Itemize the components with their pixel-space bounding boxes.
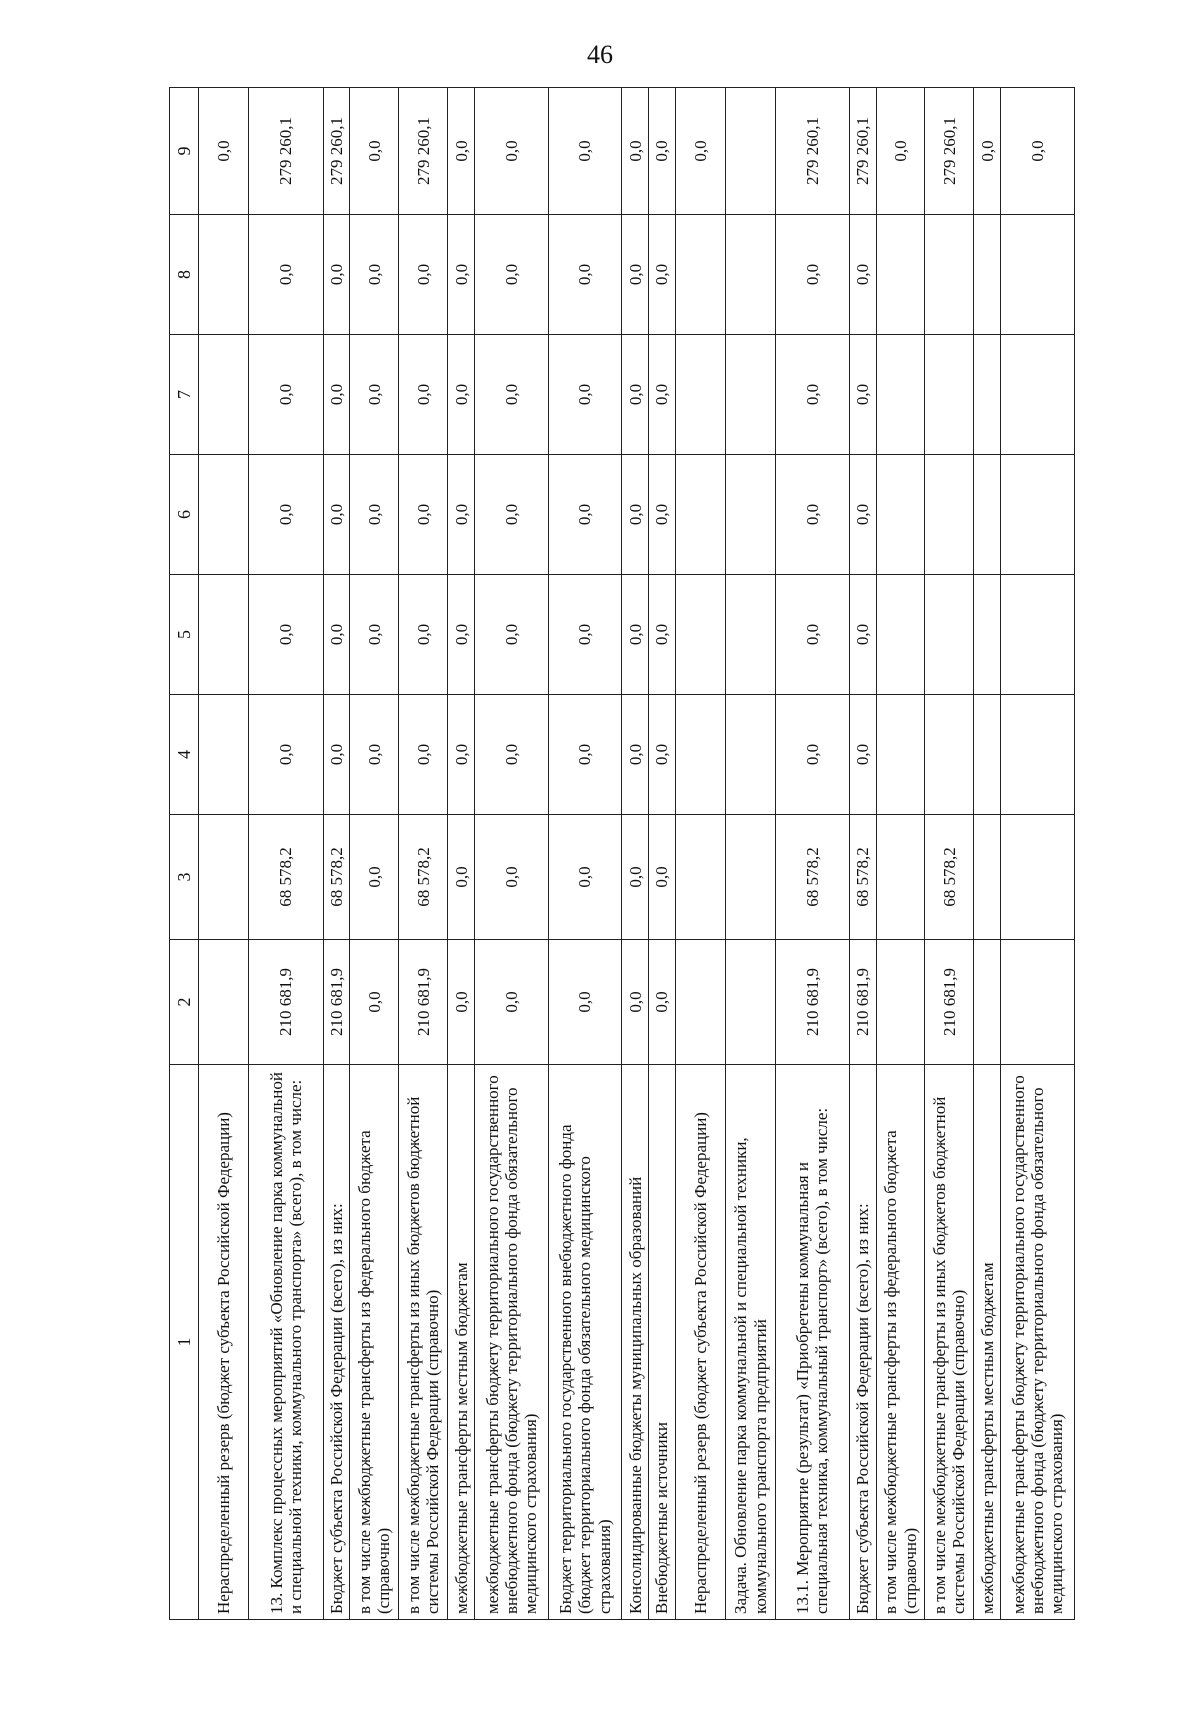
- cell-value: 0,0: [548, 815, 621, 940]
- cell-value: [974, 335, 1001, 455]
- cell-value: 0,0: [475, 455, 548, 575]
- cell-value: [726, 695, 776, 815]
- row-label: в том числе межбюджетные трансферты из федерального бюджета (справочно): [876, 1065, 925, 1620]
- cell-value: 0,0: [399, 215, 448, 335]
- row-label: Задача. Обновление парка коммунальной и специальной техники, коммунального транспорта предприятий: [726, 1065, 776, 1620]
- row-label: Внебюджетные источники: [649, 1065, 676, 1620]
- table-row: [726, 88, 776, 1620]
- table-row: [676, 88, 726, 1620]
- cell-value: [974, 695, 1001, 815]
- cell-value: 0,0: [448, 815, 475, 940]
- cell-value: [726, 815, 776, 940]
- cell-value: [198, 215, 248, 335]
- cell-value: 0,0: [475, 335, 548, 455]
- cell-value: [876, 455, 925, 575]
- table-row: [974, 88, 1001, 1620]
- cell-value: [726, 88, 776, 215]
- cell-value: 0,0: [448, 695, 475, 815]
- cell-value: [925, 335, 974, 455]
- row-label: Консолидированные бюджеты муниципальных образований: [622, 1065, 649, 1620]
- cell-value: 0,0: [448, 335, 475, 455]
- cell-value: 0,0: [475, 940, 548, 1065]
- cell-value: 0,0: [198, 88, 248, 215]
- cell-value: [676, 575, 726, 695]
- cell-value: 0,0: [249, 455, 324, 575]
- column-header: 5: [170, 575, 199, 695]
- cell-value: [1001, 940, 1075, 1065]
- cell-value: [676, 940, 726, 1065]
- cell-value: 0,0: [649, 940, 676, 1065]
- cell-value: 0,0: [475, 575, 548, 695]
- row-label: 13. Комплекс процессных мероприятий «Обновление парка коммунальной и специальной техники, коммунального транспорта» (всего), в том числе:: [249, 1065, 324, 1620]
- cell-value: 0,0: [323, 215, 350, 335]
- cell-value: 279 260,1: [849, 88, 876, 215]
- row-label: в том числе межбюджетные трансферты из федерального бюджета (справочно): [350, 1065, 399, 1620]
- cell-value: [676, 455, 726, 575]
- cell-value: [676, 215, 726, 335]
- cell-value: 0,0: [548, 455, 621, 575]
- row-label: в том числе межбюджетные трансферты из иных бюджетов бюджетной системы Российской Федерации (справочно): [399, 1065, 448, 1620]
- table-row: [399, 88, 448, 1620]
- cell-value: [876, 215, 925, 335]
- cell-value: 210 681,9: [323, 940, 350, 1065]
- cell-value: 0,0: [1001, 88, 1075, 215]
- cell-value: 0,0: [622, 940, 649, 1065]
- cell-value: 0,0: [475, 215, 548, 335]
- cell-value: 0,0: [649, 815, 676, 940]
- row-label: Бюджет субъекта Российской Федерации (всего), из них:: [849, 1065, 876, 1620]
- cell-value: 0,0: [323, 335, 350, 455]
- table-row: [198, 88, 248, 1620]
- cell-value: 0,0: [448, 88, 475, 215]
- column-header: 1: [170, 1065, 199, 1620]
- cell-value: [1001, 815, 1075, 940]
- row-label: Бюджет территориального государственного внебюджетного фонда (бюджет территориального фонда обязательного медицинского страхования): [548, 1065, 621, 1620]
- cell-value: 0,0: [548, 215, 621, 335]
- cell-value: 0,0: [622, 575, 649, 695]
- cell-value: 0,0: [776, 695, 849, 815]
- cell-value: [1001, 215, 1075, 335]
- cell-value: 0,0: [548, 695, 621, 815]
- cell-value: 0,0: [475, 695, 548, 815]
- cell-value: 0,0: [475, 815, 548, 940]
- cell-value: 279 260,1: [925, 88, 974, 215]
- cell-value: [876, 575, 925, 695]
- table-row: [925, 88, 974, 1620]
- cell-value: 0,0: [548, 335, 621, 455]
- cell-value: [726, 575, 776, 695]
- row-label: Нераспределенный резерв (бюджет субъекта Российской Федерации): [676, 1065, 726, 1620]
- cell-value: [198, 455, 248, 575]
- cell-value: 279 260,1: [249, 88, 324, 215]
- cell-value: 0,0: [776, 455, 849, 575]
- cell-value: 0,0: [849, 215, 876, 335]
- cell-value: 0,0: [776, 335, 849, 455]
- cell-value: 0,0: [776, 575, 849, 695]
- cell-value: 0,0: [350, 575, 399, 695]
- cell-value: 0,0: [350, 215, 399, 335]
- column-header: 4: [170, 695, 199, 815]
- cell-value: 0,0: [399, 455, 448, 575]
- cell-value: 0,0: [350, 88, 399, 215]
- cell-value: 0,0: [622, 695, 649, 815]
- column-header: 7: [170, 335, 199, 455]
- cell-value: 210 681,9: [399, 940, 448, 1065]
- cell-value: 0,0: [350, 940, 399, 1065]
- cell-value: 0,0: [548, 940, 621, 1065]
- table-row: [350, 88, 399, 1620]
- cell-value: 279 260,1: [323, 88, 350, 215]
- table-row: [323, 88, 350, 1620]
- cell-value: 0,0: [448, 940, 475, 1065]
- cell-value: 0,0: [249, 695, 324, 815]
- table-row: [649, 88, 676, 1620]
- row-label: в том числе межбюджетные трансферты из иных бюджетов бюджетной системы Российской Федерации (справочно): [925, 1065, 974, 1620]
- cell-value: 0,0: [849, 335, 876, 455]
- table-row: [1001, 88, 1075, 1620]
- cell-value: 0,0: [548, 88, 621, 215]
- cell-value: 0,0: [448, 575, 475, 695]
- cell-value: 0,0: [649, 695, 676, 815]
- cell-value: 0,0: [323, 455, 350, 575]
- row-label: межбюджетные трансферты местным бюджетам: [974, 1065, 1001, 1620]
- budget-table-rotated: [169, 88, 1075, 1620]
- cell-value: 68 578,2: [249, 815, 324, 940]
- cell-value: 210 681,9: [776, 940, 849, 1065]
- cell-value: [726, 455, 776, 575]
- cell-value: [974, 940, 1001, 1065]
- row-label: Нераспределенный резерв (бюджет субъекта Российской Федерации): [198, 1065, 248, 1620]
- cell-value: 210 681,9: [849, 940, 876, 1065]
- cell-value: 0,0: [649, 575, 676, 695]
- cell-value: 68 578,2: [399, 815, 448, 940]
- cell-value: 0,0: [249, 215, 324, 335]
- cell-value: [676, 335, 726, 455]
- cell-value: [726, 335, 776, 455]
- cell-value: [974, 815, 1001, 940]
- cell-value: [876, 695, 925, 815]
- cell-value: 0,0: [323, 695, 350, 815]
- row-label: межбюджетные трансферты местным бюджетам: [448, 1065, 475, 1620]
- cell-value: [974, 455, 1001, 575]
- cell-value: 0,0: [849, 455, 876, 575]
- cell-value: [676, 695, 726, 815]
- cell-value: [198, 335, 248, 455]
- cell-value: [974, 575, 1001, 695]
- cell-value: 0,0: [448, 215, 475, 335]
- table-row: [849, 88, 876, 1620]
- table-row: [548, 88, 621, 1620]
- cell-value: [974, 215, 1001, 335]
- column-header: 8: [170, 215, 199, 335]
- cell-value: 279 260,1: [776, 88, 849, 215]
- cell-value: 0,0: [399, 695, 448, 815]
- cell-value: 0,0: [622, 215, 649, 335]
- row-label: Бюджет субъекта Российской Федерации (всего), из них:: [323, 1065, 350, 1620]
- cell-value: 68 578,2: [776, 815, 849, 940]
- cell-value: [198, 575, 248, 695]
- cell-value: [925, 575, 974, 695]
- cell-value: [726, 215, 776, 335]
- cell-value: 0,0: [350, 815, 399, 940]
- cell-value: [925, 215, 974, 335]
- cell-value: 0,0: [548, 575, 621, 695]
- cell-value: 0,0: [350, 455, 399, 575]
- cell-value: 0,0: [622, 455, 649, 575]
- cell-value: 0,0: [622, 815, 649, 940]
- budget-table: [169, 87, 1075, 1620]
- cell-value: 0,0: [350, 695, 399, 815]
- cell-value: [876, 940, 925, 1065]
- cell-value: [198, 815, 248, 940]
- cell-value: 68 578,2: [925, 815, 974, 940]
- cell-value: 68 578,2: [849, 815, 876, 940]
- row-label: 13.1. Мероприятие (результат) «Приобретены коммунальная и специальная техника, коммунальный транспорт» (всего), в том числе:: [776, 1065, 849, 1620]
- table-row: [876, 88, 925, 1620]
- cell-value: 0,0: [849, 575, 876, 695]
- cell-value: 0,0: [249, 335, 324, 455]
- cell-value: 0,0: [974, 88, 1001, 215]
- column-header: 9: [170, 88, 199, 215]
- cell-value: [1001, 575, 1075, 695]
- cell-value: 0,0: [622, 88, 649, 215]
- table-row: [249, 88, 324, 1620]
- cell-value: 0,0: [649, 88, 676, 215]
- cell-value: 0,0: [622, 335, 649, 455]
- column-header: 2: [170, 940, 199, 1065]
- cell-value: 0,0: [776, 215, 849, 335]
- page-number: 46: [587, 40, 613, 69]
- cell-value: [676, 815, 726, 940]
- table-row: [475, 88, 548, 1620]
- cell-value: [1001, 455, 1075, 575]
- cell-value: [925, 695, 974, 815]
- cell-value: 0,0: [448, 455, 475, 575]
- cell-value: 210 681,9: [249, 940, 324, 1065]
- cell-value: [876, 815, 925, 940]
- cell-value: 0,0: [249, 575, 324, 695]
- table-row: [448, 88, 475, 1620]
- cell-value: 0,0: [649, 455, 676, 575]
- cell-value: [198, 940, 248, 1065]
- cell-value: 0,0: [475, 88, 548, 215]
- cell-value: 0,0: [649, 335, 676, 455]
- cell-value: [198, 695, 248, 815]
- cell-value: 0,0: [323, 575, 350, 695]
- cell-value: 0,0: [876, 88, 925, 215]
- row-label: межбюджетные трансферты бюджету территориального государственного внебюджетного фонда (бюджету территориального фонда обязательного медицинского страхования): [1001, 1065, 1075, 1620]
- cell-value: 0,0: [350, 335, 399, 455]
- table-row: [622, 88, 649, 1620]
- cell-value: [1001, 335, 1075, 455]
- column-header: 6: [170, 455, 199, 575]
- cell-value: 0,0: [399, 575, 448, 695]
- cell-value: 279 260,1: [399, 88, 448, 215]
- cell-value: 210 681,9: [925, 940, 974, 1065]
- cell-value: 68 578,2: [323, 815, 350, 940]
- row-label: межбюджетные трансферты бюджету территориального государственного внебюджетного фонда (бюджету территориального фонда обязательного медицинского страхования): [475, 1065, 548, 1620]
- cell-value: 0,0: [649, 215, 676, 335]
- cell-value: 0,0: [399, 335, 448, 455]
- cell-value: 0,0: [676, 88, 726, 215]
- cell-value: [876, 335, 925, 455]
- column-header: 3: [170, 815, 199, 940]
- cell-value: [1001, 695, 1075, 815]
- cell-value: 0,0: [849, 695, 876, 815]
- cell-value: [925, 455, 974, 575]
- table-header-row: [170, 88, 199, 1620]
- table-row: [776, 88, 849, 1620]
- cell-value: [726, 940, 776, 1065]
